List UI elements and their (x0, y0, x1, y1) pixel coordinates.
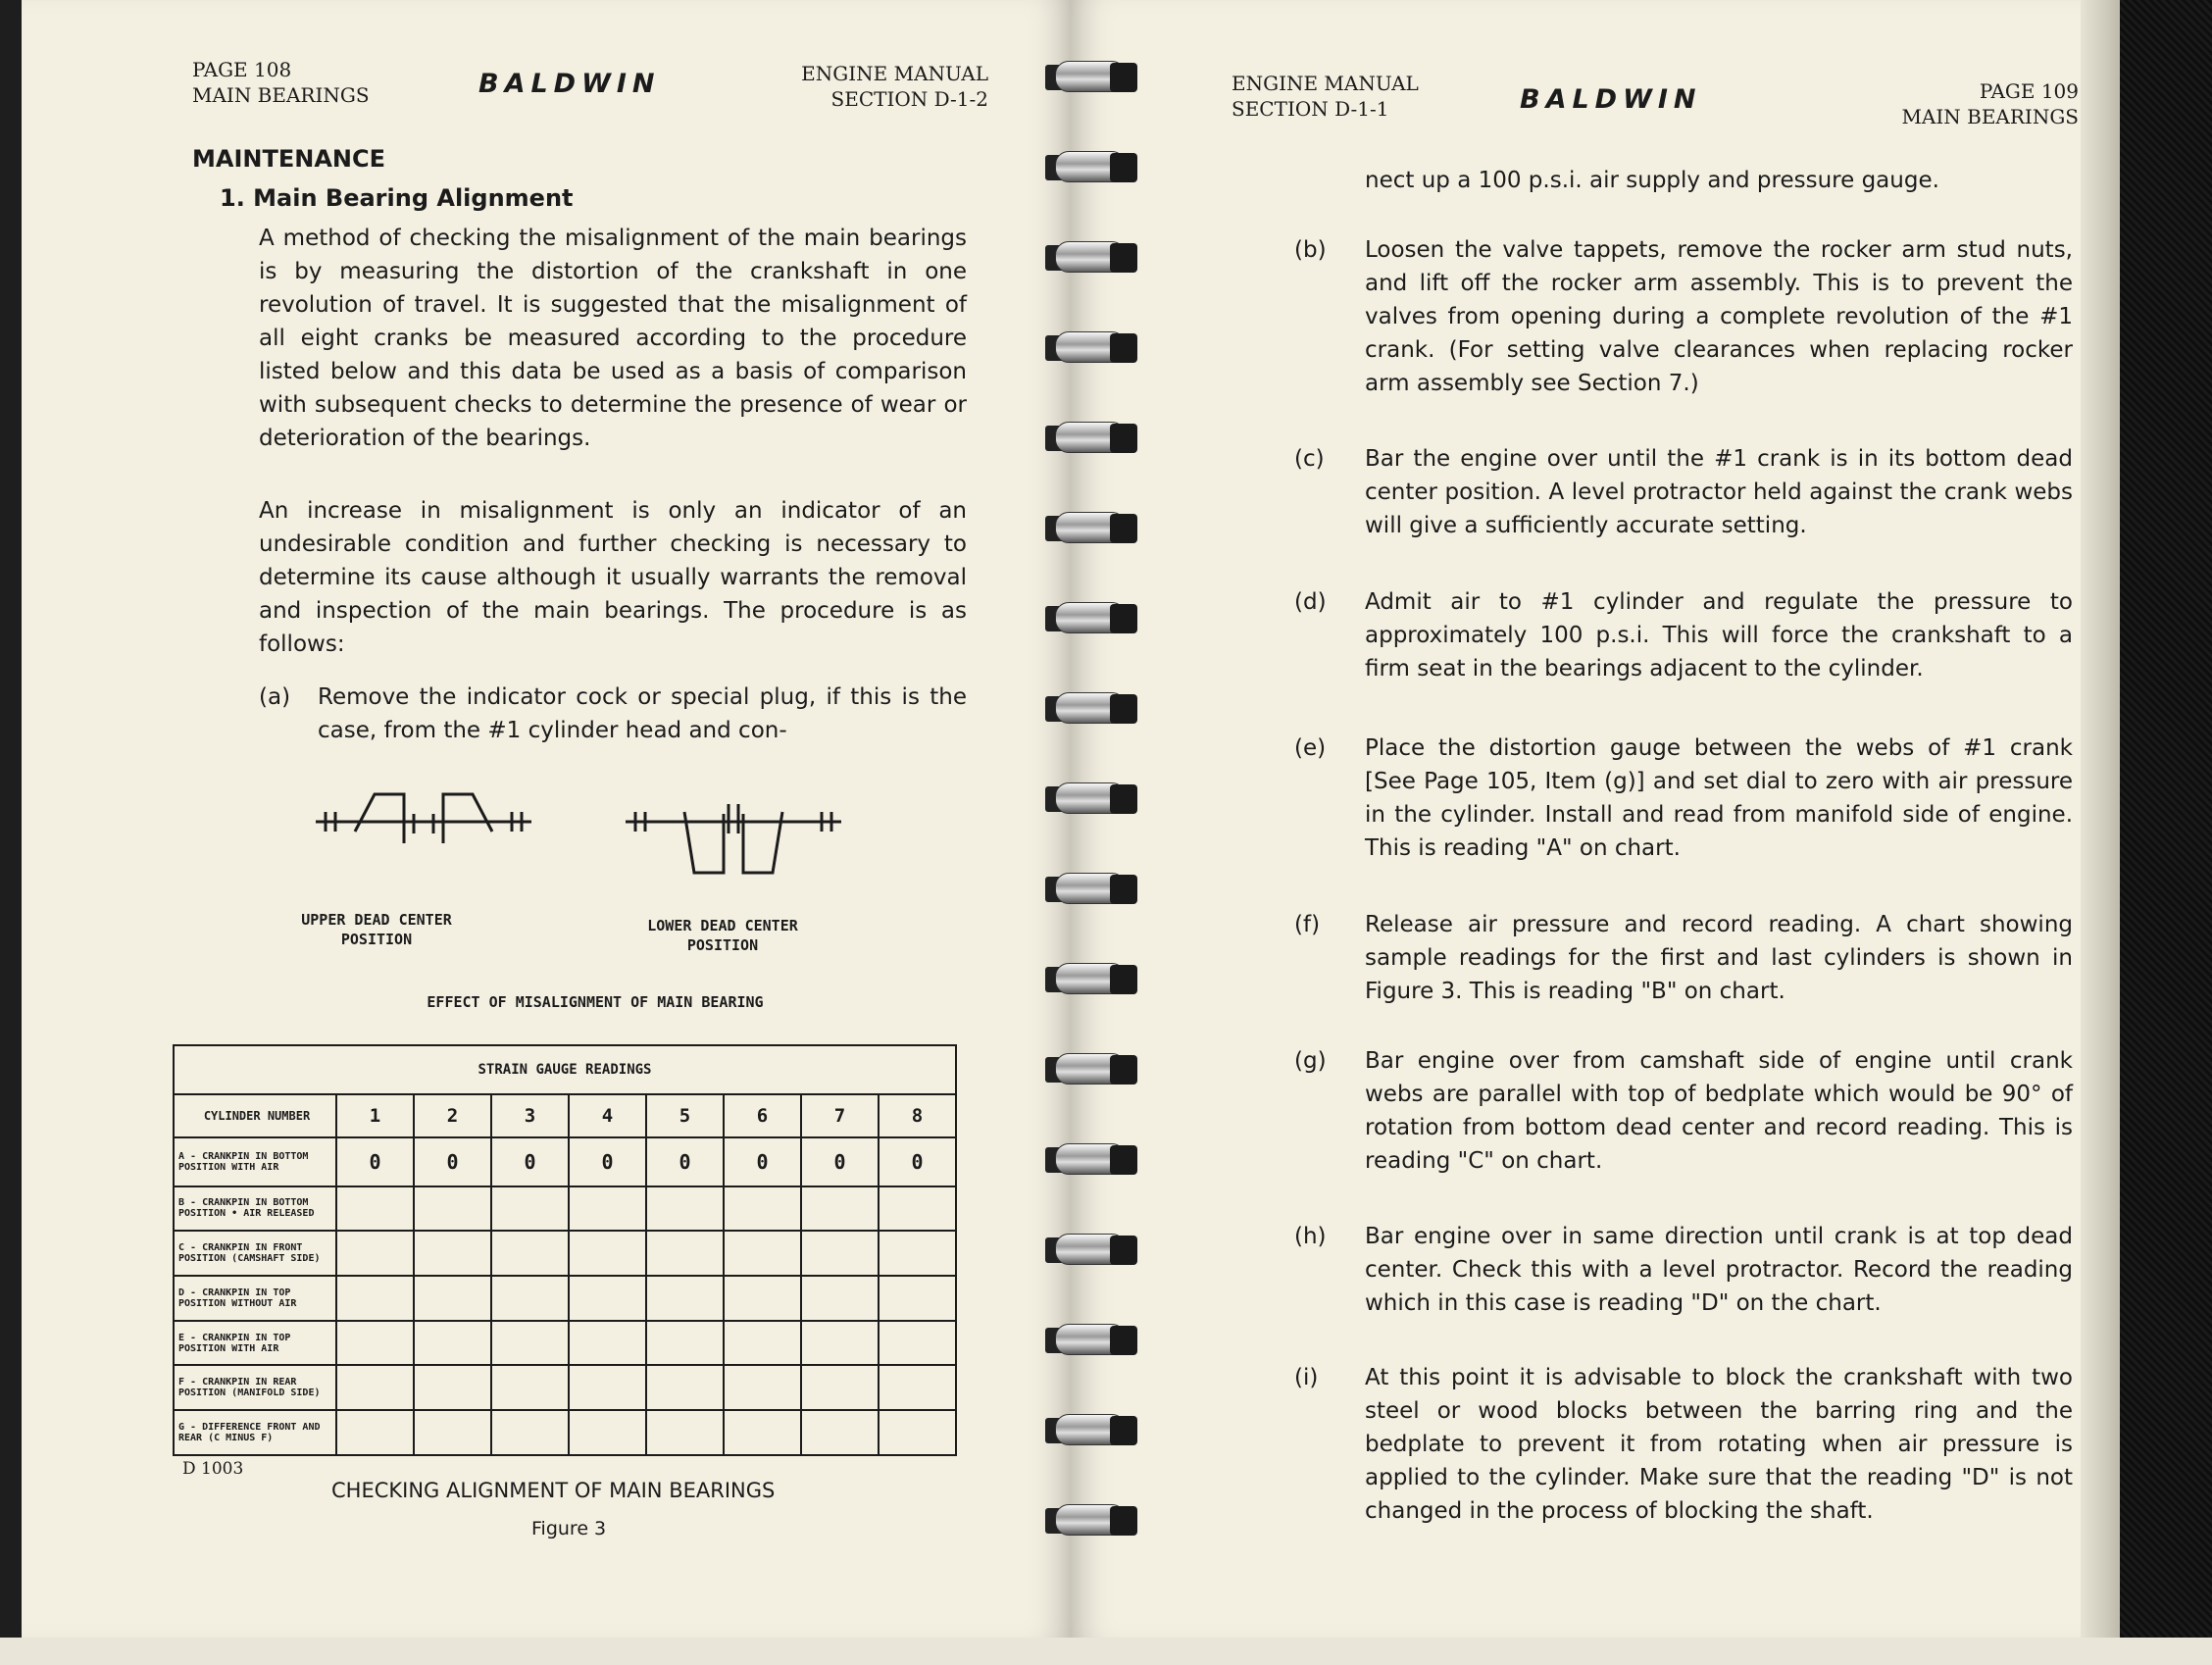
item-label: (f) (1294, 912, 1321, 937)
subsection-heading: 1. Main Bearing Alignment (220, 184, 574, 212)
paragraph-intro: A method of checking the misalignment of the main bearings is by measuring the distortion of the crankshaft in one revolution of travel. It is suggested that the misalignment of all eight cranks be measured according to the procedure listed below and this data be used as a basis of comparison with subsequent checks to determine the presence of wear or deterioration of the bearings. (259, 226, 967, 451)
upper-dead-center-diagram (306, 784, 541, 873)
table-row (174, 1276, 956, 1321)
figure-title: CHECKING ALIGNMENT OF MAIN BEARINGS (331, 1479, 776, 1502)
binding-ring (1041, 1049, 1139, 1088)
item-label: (g) (1294, 1048, 1327, 1074)
item-label: (e) (1294, 735, 1327, 761)
table-row (174, 1231, 956, 1276)
procedure-item-f (1294, 908, 2073, 1008)
right-header-right (1806, 78, 2079, 129)
column-header: 3 (491, 1094, 569, 1137)
section-name: MAIN BEARINGS (192, 83, 370, 107)
item-text: Release air pressure and record reading. A chart showing sample readings for the first and last cylinders is shown in Figure 3. This is reading "B" on chart. (1365, 912, 2073, 1004)
item-text: At this point it is advisable to block the crankshaft with two steel or wood blocks between the barring ring and the bedplate to prevent it from rotating when air pressure is applied to the cylinder. Make sure that the reading "D" is not changed in the process of blocking the shaft. (1365, 1365, 2073, 1524)
binding-ring (1041, 1320, 1139, 1359)
column-header: 7 (801, 1094, 879, 1137)
binding-ring (1041, 598, 1139, 637)
table-row (174, 1321, 956, 1366)
section-code: SECTION D-1-1 (1232, 97, 1389, 121)
upper-dead-center-caption: UPPER DEAD CENTER POSITION (301, 911, 452, 948)
table-cell: 0 (801, 1137, 879, 1186)
item-a-continuation: nect up a 100 p.s.i. air supply and pressure gauge. (1365, 168, 1939, 193)
binding-ring (1041, 237, 1139, 277)
item-label: (d) (1294, 589, 1327, 615)
effect-caption: EFFECT OF MISALIGNMENT OF MAIN BEARING (427, 993, 764, 1011)
item-text: Bar engine over in same direction until crank is at top dead center. Check this with a level protractor. Record the reading which in this case is reading "D" on the chart. (1365, 1224, 2073, 1316)
spiral-binding (1031, 39, 1139, 1608)
item-text: Bar the engine over until the #1 crank is in its bottom dead center position. A level protractor held against the crank webs will give a sufficiently accurate setting. (1365, 446, 2073, 538)
column-header: 5 (646, 1094, 724, 1137)
table-cell: 0 (646, 1137, 724, 1186)
binding-ring (1041, 1139, 1139, 1179)
table-cell: 0 (414, 1137, 491, 1186)
table-cell: 0 (491, 1137, 569, 1186)
item-text: Admit air to #1 cylinder and regulate the pressure to approximately 100 p.s.i. This will force the crankshaft to a firm seat in the bearings adjacent to the cylinder. (1365, 589, 2073, 681)
page-number: PAGE 108 (192, 58, 292, 81)
column-header: 1 (336, 1094, 414, 1137)
section-code: SECTION D-1-2 (830, 87, 988, 111)
binding-ring (1041, 779, 1139, 818)
table-cell: 0 (724, 1137, 801, 1186)
table-cell: 0 (336, 1137, 414, 1186)
scan-left-edge (0, 0, 22, 1665)
row-header: C - CRANKPIN IN FRONT POSITION (CAMSHAFT SIDE) (174, 1231, 336, 1276)
item-text: Remove the indicator cock or special plug, if this is the case, from the #1 cylinder head and con- (318, 684, 967, 743)
procedure-item-c (1294, 442, 2073, 542)
table-row (174, 1186, 956, 1232)
scan-bottom-edge (0, 1638, 2212, 1665)
binding-ring (1041, 418, 1139, 457)
item-label: (c) (1294, 446, 1325, 472)
row-header: F - CRANKPIN IN REAR POSITION (MANIFOLD SIDE) (174, 1365, 336, 1410)
page-number: PAGE 109 (1979, 79, 2079, 103)
row-header: G - DIFFERENCE FRONT AND REAR (C MINUS F) (174, 1410, 336, 1455)
row-header: D - CRANKPIN IN TOP POSITION WITHOUT AIR (174, 1276, 336, 1321)
binding-ring (1041, 688, 1139, 728)
binding-ring (1041, 328, 1139, 367)
binding-ring (1041, 508, 1139, 547)
strain-gauge-table (173, 1044, 957, 1456)
binding-ring (1041, 1230, 1139, 1269)
figure-number: Figure 3 (531, 1518, 607, 1539)
item-text: Loosen the valve tappets, remove the rocker arm stud nuts, and lift off the rocker arm assembly. This is to prevent the valves from opening during a complete revolution of the #1 crank. (For setting valve clearances when replacing rocker arm assembly see Section 7.) (1365, 237, 2073, 396)
column-header: 4 (569, 1094, 646, 1137)
procedure-item-d (1294, 585, 2073, 685)
procedure-item-g (1294, 1044, 2073, 1178)
item-label: (i) (1294, 1365, 1319, 1390)
left-page (22, 0, 1071, 1638)
right-page (1071, 0, 2081, 1638)
row-header: B - CRANKPIN IN BOTTOM POSITION • AIR RELEASED (174, 1186, 336, 1232)
left-header-left (192, 57, 370, 108)
procedure-item-i (1294, 1361, 2073, 1528)
procedure-item-a (259, 681, 967, 747)
table-corner-header: CYLINDER NUMBER (174, 1094, 336, 1137)
section-name: MAIN BEARINGS (1901, 105, 2079, 128)
table-cell: 0 (569, 1137, 646, 1186)
manual-name: ENGINE MANUAL (1232, 72, 1419, 95)
procedure-item-b (1294, 233, 2073, 400)
item-label: (h) (1294, 1224, 1327, 1249)
binding-ring (1041, 869, 1139, 908)
left-header-right (747, 61, 988, 112)
column-header: 8 (879, 1094, 956, 1137)
table-row (174, 1365, 956, 1410)
binding-ring (1041, 57, 1139, 96)
section-heading: MAINTENANCE (192, 145, 385, 173)
brand-name: BALDWIN (1520, 84, 1702, 115)
table-row (174, 1137, 956, 1186)
row-header: E - CRANKPIN IN TOP POSITION WITH AIR (174, 1321, 336, 1366)
item-label: (a) (259, 684, 291, 710)
item-text: Place the distortion gauge between the webs of #1 crank [See Page 105, Item (g)] and set dial to zero with air pressure in the cylinder. Install and read from manifold side of engine. This is reading "A" on chart. (1365, 735, 2073, 861)
lower-dead-center-caption: LOWER DEAD CENTER POSITION (647, 917, 798, 954)
table-cell: 0 (879, 1137, 956, 1186)
table-title: STRAIN GAUGE READINGS (174, 1045, 956, 1094)
row-header: A - CRANKPIN IN BOTTOM POSITION WITH AIR (174, 1137, 336, 1186)
paragraph-increase: An increase in misalignment is only an indicator of an undesirable condition and further checking is necessary to determine its cause although it usually warrants the removal and inspection of the main bearings. The procedure is as follows: (259, 498, 967, 657)
procedure-item-h (1294, 1220, 2073, 1320)
binding-ring (1041, 1410, 1139, 1449)
binding-ring (1041, 959, 1139, 998)
binding-ring (1041, 147, 1139, 186)
item-label: (b) (1294, 237, 1327, 263)
drawing-reference: D 1003 (182, 1459, 244, 1479)
lower-dead-center-diagram (616, 784, 851, 883)
book-cover-edge (2120, 0, 2212, 1665)
table-row (174, 1410, 956, 1455)
binding-ring (1041, 1500, 1139, 1539)
brand-name: BALDWIN (478, 69, 661, 99)
page-stack-edge (2081, 0, 2120, 1665)
procedure-item-e (1294, 732, 2073, 865)
column-header: 2 (414, 1094, 491, 1137)
manual-name: ENGINE MANUAL (801, 62, 988, 85)
column-header: 6 (724, 1094, 801, 1137)
right-header-left (1232, 71, 1419, 122)
item-text: Bar engine over from camshaft side of engine until crank webs are parallel with top of bedplate which would be 90° of rotation from bottom dead center and record reading. This is reading "C" on chart. (1365, 1048, 2073, 1174)
